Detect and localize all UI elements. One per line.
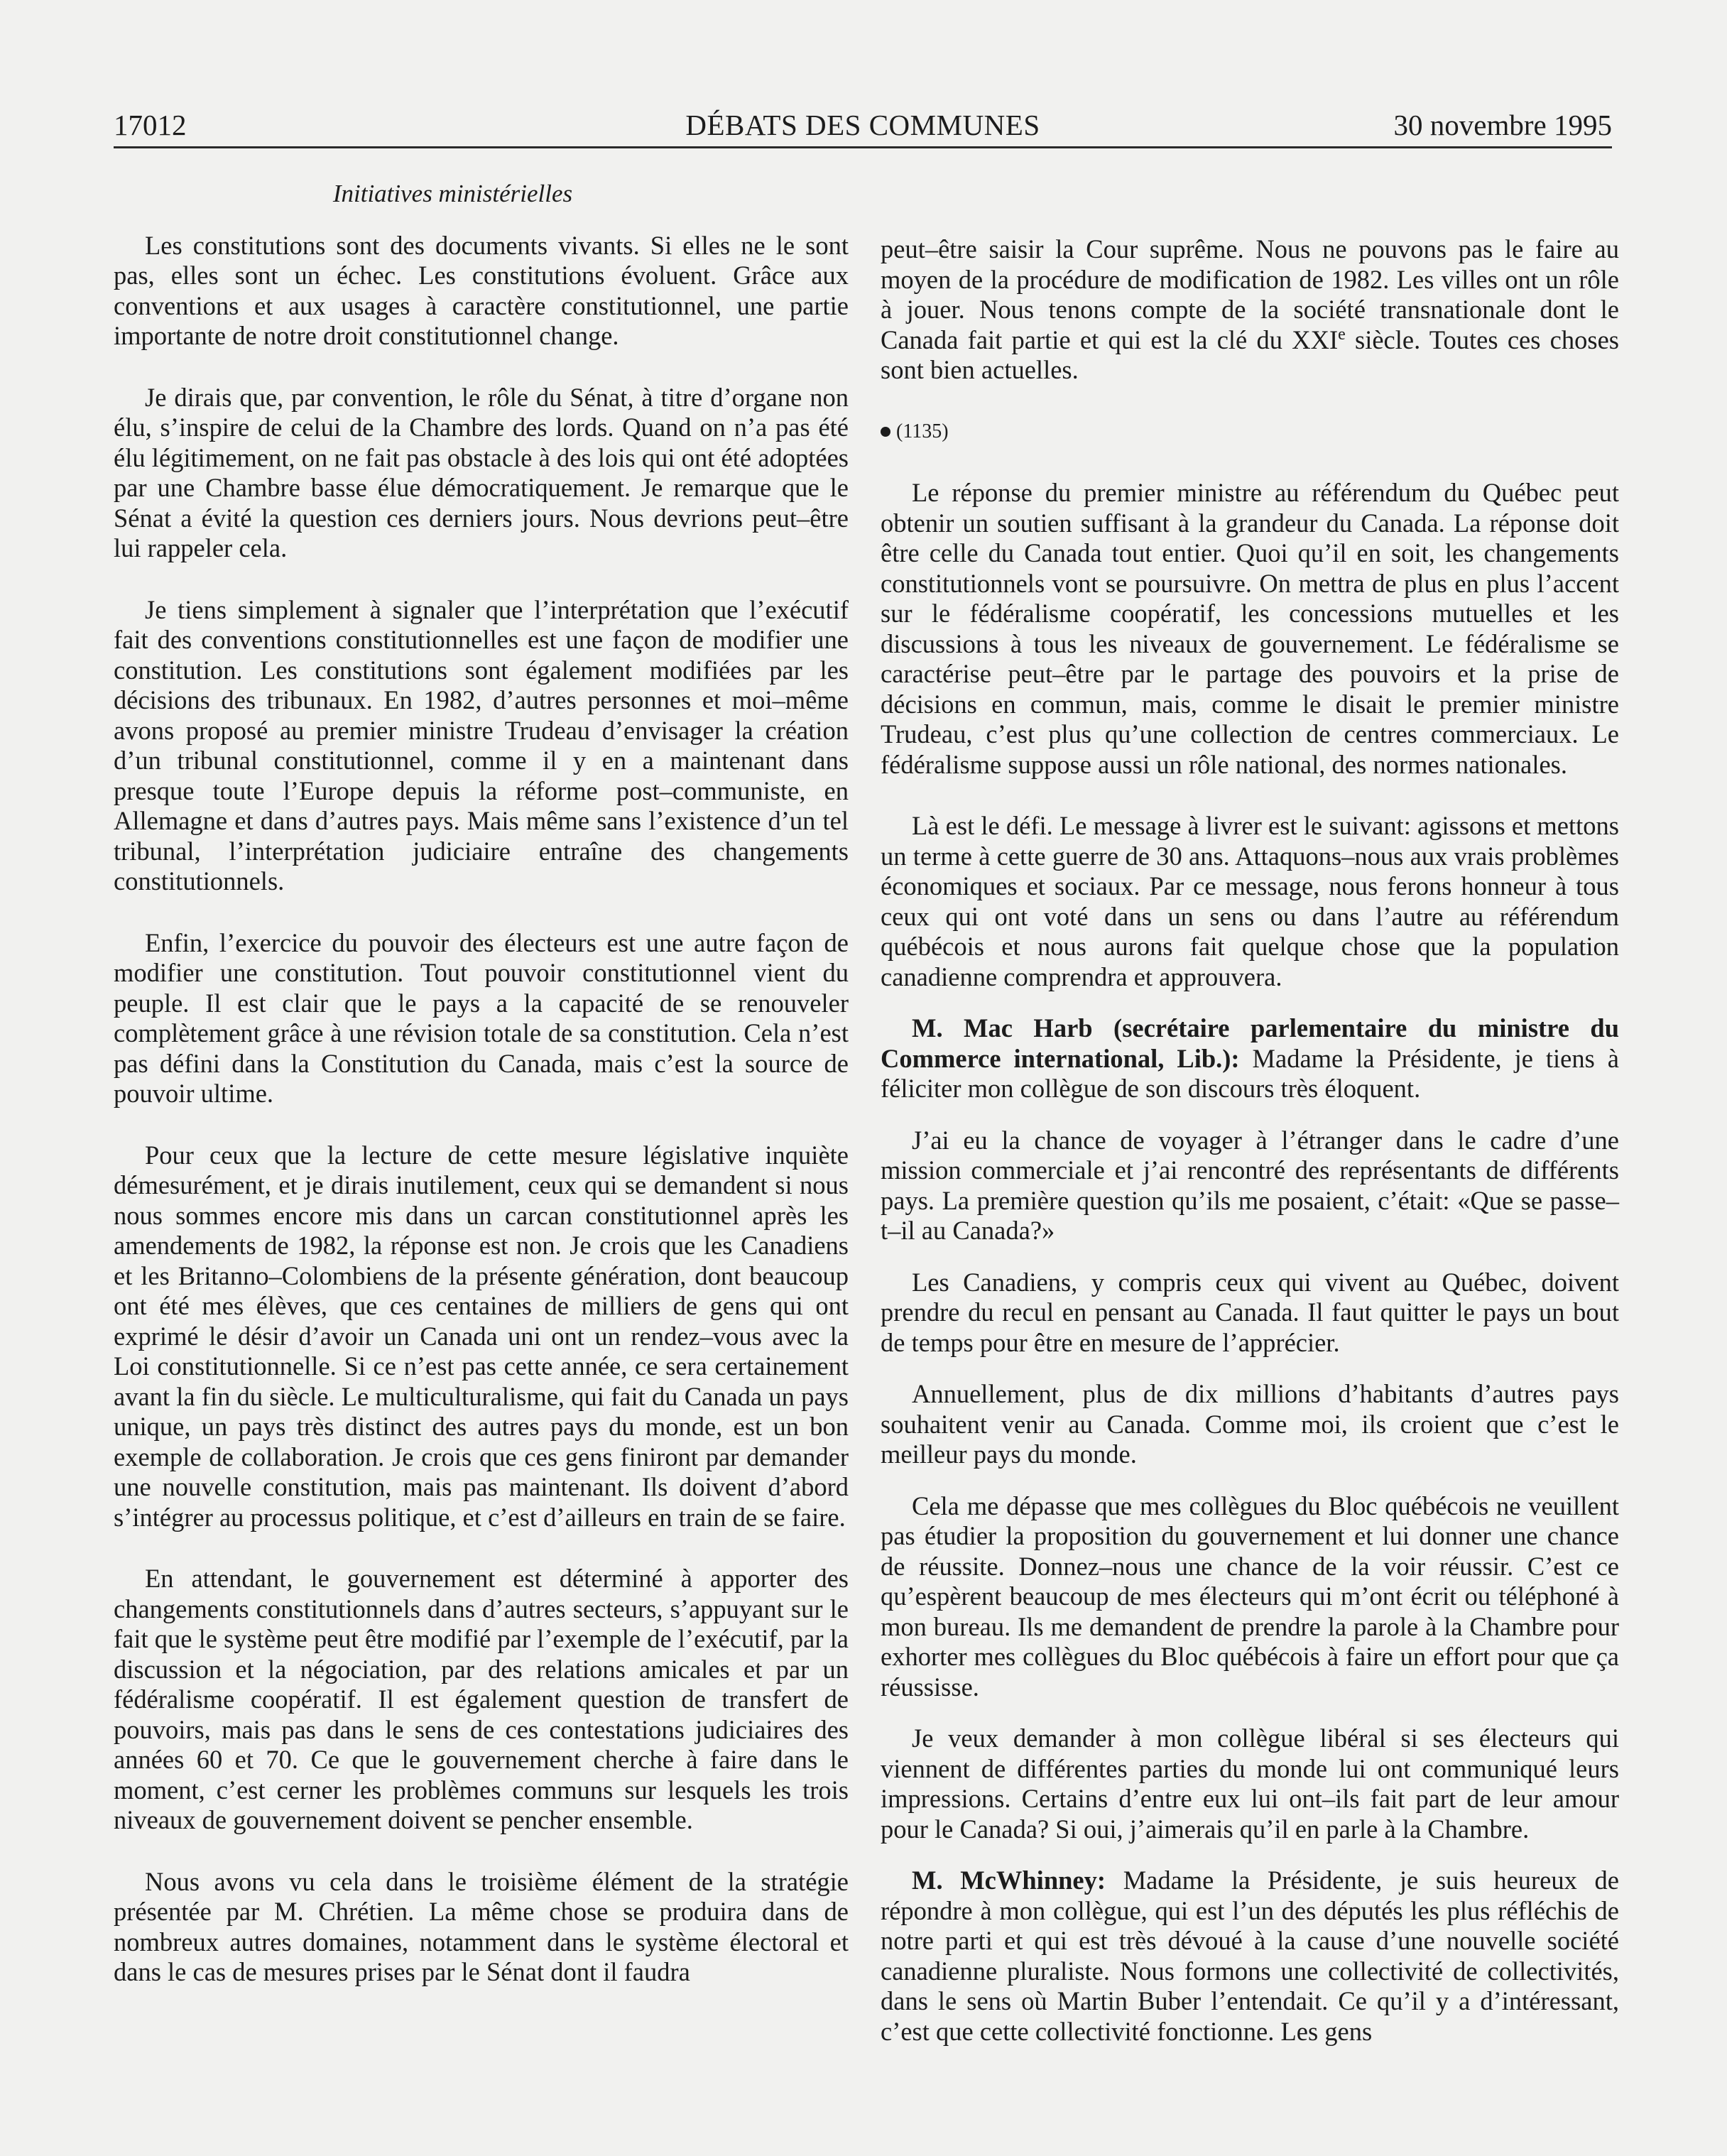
paragraph: Pour ceux que la lecture de cette mesure législative inquiète démesurément, et je dirais inutilement, ceux qui se demandent si nous nous sommes encore mis dans un carcan constitutionnel après les amendements de 1982, la réponse est non. Je crois que les Canadiens et les Britanno–Colombiens de la présente génération, dont beaucoup ont été mes élèves, que ces centaines de milliers de gens qui ont exprimé le désir d’avoir un Canada uni ont un rendez–vous avec la Loi constitutionnelle. Si ce n’est pas cette année, ce sera certainement avant la fin du siècle. Le multiculturalisme, qui fait du Canada un pays unique, un pays très distinct des autres pays du monde, est un bon exemple de collaboration. Je crois que ces gens finiront par demander une nouvelle constitution, mais pas maintenant. Ils doivent d’abord s’intégrer au processus politique, et c’est d’ailleurs en train de se faire. [114,1140,849,1532]
speech-text: Madame la Présidente, je tiens à féliciter mon collègue de son discours très éloquent. [881,1043,1619,1103]
paragraph: Annuellement, plus de dix millions d’habitants d’autres pays souhaitent venir au Canada. Comme moi, ils croient que c’est le meilleur pays du monde. [881,1379,1619,1469]
paragraph: Je tiens simplement à signaler que l’interprétation que l’exécutif fait des conventions constitutionnelles est une façon de modifier une constitution. Les constitutions sont également modifiées par les décisions des tribunaux. En 1982, d’autres personnes et moi–même avons proposé au premier ministre Trudeau d’envisager la création d’un tribunal constitutionnel, comme il y en a maintenant dans presque toute l’Europe depuis la réforme post–communiste, en Allemagne et dans d’autres pays. Mais même sans l’existence d’un tel tribunal, l’interprétation judiciaire entraîne des changements constitutionnels. [114,594,849,895]
paragraph: Je dirais que, par convention, le rôle du Sénat, à titre d’organe non élu, s’inspire de celui de la Chambre des lords. Quand on n’a pas été élu légitimement, on ne fait pas obstacle à des lois qui ont été adoptées par une Chambre basse élue démocratiquement. Je remarque que le Sénat a évité la question ces derniers jours. Nous devrions peut–être lui rappeler cela. [114,382,849,562]
paragraph: Le réponse du premier ministre au référendum du Québec peut obtenir un soutien suffisant à la grandeur du Canada. La réponse doit être celle du Canada tout entier. Quoi qu’il en soit, les changements constitutionnels vont se poursuivre. On mettra de plus en plus l’accent sur le fédéralisme coopératif, les concessions mutuelles et les discussions à tous les niveaux de gouvernement. Le fédéralisme se caractérise peut–être par le partage des pouvoirs et la prise de décisions en commun, mais, comme le disait le premier ministre Trudeau, c’est plus qu’une collection de centres commerciaux. Le fédéralisme suppose aussi un rôle national, des normes nationales. [881,478,1619,779]
paragraph: Cela me dépasse que mes collègues du Bloc québécois ne veuillent pas étudier la proposition du gouvernement et lui donner une chance de réussite. Donnez–nous une chance de la voir réussir. C’est ce qu’espèrent beaucoup de mes électeurs qui m’ont écrit ou téléphoné à mon bureau. Ils me demandent de prendre la parole à la Chambre pour exhorter mes collègues du Bloc québécois à faire un effort pour que ça réussisse. [881,1491,1619,1702]
page-header [114,108,1612,151]
section-title: Initiatives ministérielles [332,180,573,207]
speech-text: Madame la Présidente, je suis heureux de répondre à mon collègue, qui est l’un des députés les plus réfléchis de notre parti et qui est très dévoué à la cause d’une nouvelle société canadienne pluraliste. Nous formons une collectivité de collectivités, dans le sens où Martin Buber l’entendait. Ce qu’il y a d’intéressant, c’est que cette collectivité fonctionne. Les gens [881,1866,1619,2046]
page-number: 17012 [114,109,187,141]
paragraph: Les constitutions sont des documents vivants. Si elles ne le sont pas, elles sont un échec. Les constitutions évoluent. Grâce aux conventions et aux usages à caractère constitutionnel, une partie importante de notre droit constitutionnel change. [114,230,849,350]
paragraph: Nous avons vu cela dans le troisième élément de la stratégie présentée par M. Chrétien. La même chose se produira dans de nombreux autres domaines, notamment dans le système électoral et dans le cas de mesures prises par le Sénat dont il faudra [114,1866,849,1986]
time-marker-label: (1135) [896,420,949,442]
publication-title: DÉBATS DES COMMUNES [685,109,1040,141]
header-rule [114,146,1612,148]
bullet-icon [881,427,890,437]
speaker-name: M. Mac Harb (secrétaire parlementaire du ministre du Commerce international, Lib.): [881,1013,1619,1073]
paragraph: J’ai eu la chance de voyager à l’étranger dans le cadre d’une mission commerciale et j’ai rencontré des représentants de différents pays. La première question qu’ils me posaient, c’était: «Que se passe–t–il au Canada?» [881,1125,1619,1245]
continuation-text: peut–être saisir la Cour suprême. Nous ne pouvons pas le faire au moyen de la procédure de modification de 1982. Les villes ont un rôle à jouer. Nous tenons compte de la société transnationale dont le Canada fait partie et qui est la clé du XXI [881,234,1619,354]
continuation-text-end: siècle. Toutes ces choses sont bien actuelles. [881,325,1619,384]
publication-date: 30 novembre 1995 [1393,109,1612,141]
right-column [881,234,1619,2068]
paragraph: Enfin, l’exercice du pouvoir des électeurs est une autre façon de modifier une constitution. Tout pouvoir constitutionnel vient du peuple. Il est clair que le pays a la capacité de se renouveler complètement grâce à une révision totale de sa constitution. Cela n’est pas défini dans la Constitution du Canada, mais c’est la source de pouvoir ultime. [114,927,849,1108]
continuation-paragraph [881,234,1619,386]
left-column [114,179,849,2019]
ordinal-superscript: e [1338,325,1346,344]
speaker-paragraph [881,1866,1619,2047]
speaker-paragraph [881,1013,1619,1104]
time-marker [881,417,1619,447]
paragraph: Je veux demander à mon collègue libéral si ses électeurs qui viennent de différentes parties du monde lui ont communiqué leurs impressions. Certains d’entre eux lui ont–ils fait part de leur amour pour le Canada? Si oui, j’aimerais qu’il en parle à la Chambre. [881,1724,1619,1844]
paragraph: En attendant, le gouvernement est déterminé à apporter des changements constitutionnels dans d’autres secteurs, s’appuyant sur le fait que le système peut être modifié par l’exemple de l’exécutif, par la discussion et la négociation, par des relations amicales et par un fédéralisme coopératif. Il est également question de transfert de pouvoirs, mais pas dans le sens de ces contestations judiciaires des années 60 et 70. Ce que le gouvernement cherche à faire dans le moment, c’est cerner les problèmes communs sur lesquels les trois niveaux de gouvernement doivent se pencher ensemble. [114,1564,849,1834]
speaker-name: M. McWhinney: [912,1866,1106,1895]
paragraph: Les Canadiens, y compris ceux qui vivent au Québec, doivent prendre du recul en pensant au Canada. Il faut quitter le pays un bout de temps pour être en mesure de l’apprécier. [881,1267,1619,1357]
paragraph: Là est le défi. Le message à livrer est le suivant: agissons et mettons un terme à cette guerre de 30 ans. Attaquons–nous aux vrais problèmes économiques et sociaux. Par ce message, nous ferons honneur à tous ceux qui ont voté dans un sens ou dans l’autre au référendum québécois et nous aurons fait quelque chose que la population canadienne comprendra et approuvera. [881,811,1619,991]
